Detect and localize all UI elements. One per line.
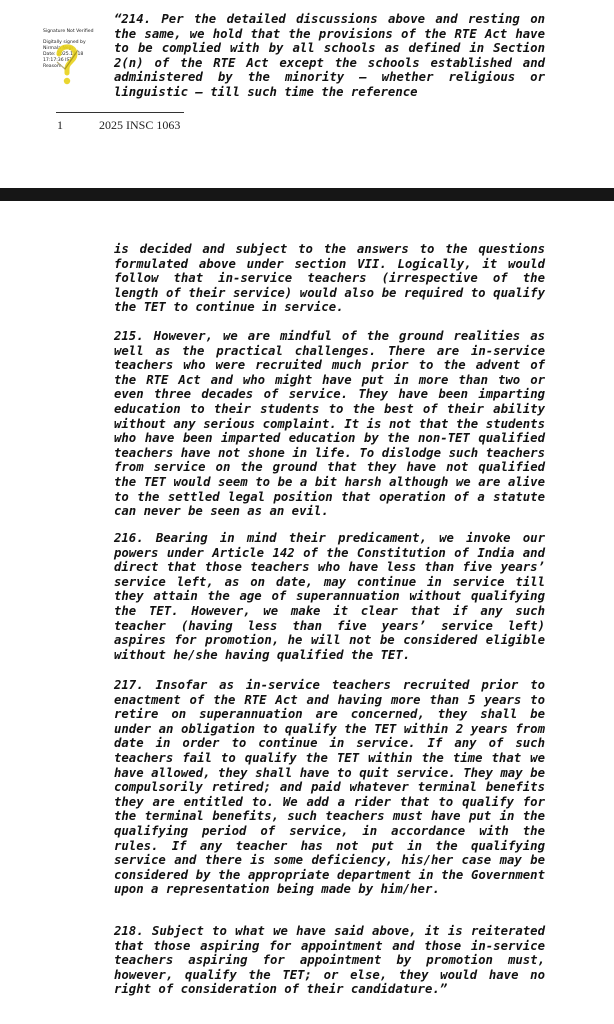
- paragraph-215: 215. However, we are mindful of the ground realities as well as the practical challenges. There are in-service teachers who were recruited much prior to the advent of the RTE Act and who might have put in more than two or even three decades of service. They have been imparting education to their students to the best of their ability without any serious complaint. It is not that the students who have been imparted education by the non-TET qualified teachers have not shone in life. To dislodge such teachers from service on the ground that they have not qualified the TET would seem to be a bit harsh although we are alive to the settled legal position that operation of a statute can never be seen as an evil.: [114, 329, 545, 519]
- footnote-number: 1: [57, 118, 63, 132]
- paragraph-214: “214. Per the detailed discussions above and resting on the same, we hold that the provisions of the RTE Act have to be complied with by all schools as defined in Section 2(n) of the RTE Act except the schools established and administered by the minority – whether religious or linguistic – till such time the reference: [114, 12, 545, 99]
- footnote-rule: [56, 112, 184, 113]
- footnote-citation: 2025 INSC 1063: [99, 118, 181, 132]
- signature-status: Signature Not Verified: [43, 29, 94, 34]
- signature-time: 17:17:36 IST: [43, 58, 73, 63]
- signature-question-icon: [53, 42, 81, 88]
- footnote: [57, 118, 180, 133]
- signature-date: Date: 2025.11.18: [43, 52, 84, 57]
- paragraph-217: 217. Insofar as in-service teachers recruited prior to enactment of the RTE Act and having more than 5 years to retire on superannuation are concerned, they shall be under an obligation to qualify the TET within 2 years from date in order to continue in service. If any of such teachers fail to qualify the TET within the time that we have allowed, they shall have to quit service. They may be compulsorily retired; and paid whatever terminal benefits they are entitled to. We add a rider that to qualify for the terminal benefits, such teachers must have put in the qualifying period of service, in accordance with the rules. If any teacher has not put in the qualifying service and there is some deficiency, his/her case may be considered by the appropriate department in the Government upon a representation being made by him/her.: [114, 678, 545, 897]
- paragraph-continuation: is decided and subject to the answers to the questions formulated above under section VII. Logically, it would follow that in-service teachers (irrespective of the length of their service) would also be required to qualify the TET to continue in service.: [114, 242, 545, 315]
- signature-signed-by: Digitally signed by: [43, 40, 86, 45]
- paragraph-216: 216. Bearing in mind their predicament, we invoke our powers under Article 142 of the Constitution of India and direct that those teachers who have less than five years’ service left, as on date, may continue in service till they attain the age of superannuation without qualifying the TET. However, we make it clear that if any such teacher (having less than five years’ service left) aspires for promotion, he will not be considered eligible without he/she having qualified the TET.: [114, 531, 545, 662]
- document-page-top: [0, 0, 614, 188]
- signature-reason: Reason:: [43, 64, 62, 69]
- page-separator-bar: [0, 188, 614, 201]
- signature-name: Nirmala Negi: [43, 46, 73, 51]
- paragraph-218: 218. Subject to what we have said above, it is reiterated that those aspiring for appointment and those in-service teachers aspiring for appointment by promotion must, however, qualify the TET; or else, they would have no right of consideration of their candidature.”: [114, 924, 545, 997]
